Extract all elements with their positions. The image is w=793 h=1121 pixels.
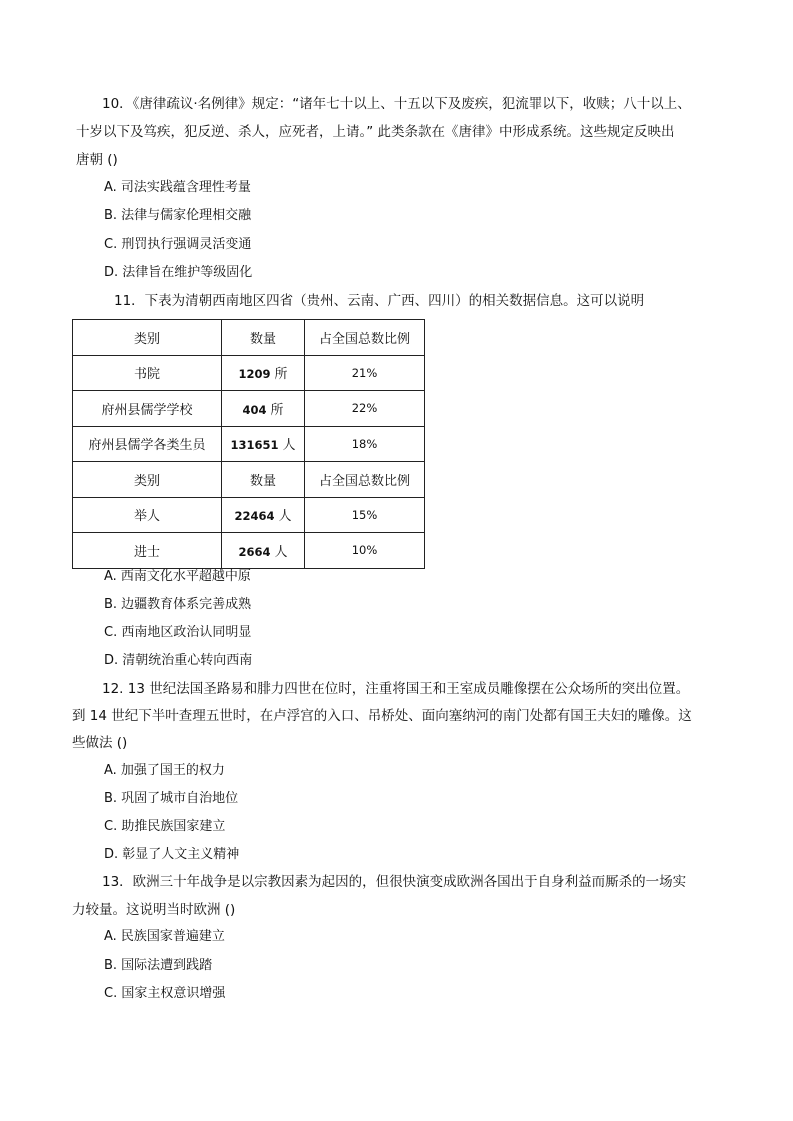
- q13-stem-line2: 力较量。这说明当时欧洲 (): [72, 902, 236, 918]
- cell-count-unit: 所: [274, 367, 288, 383]
- cell-category: 书院: [73, 355, 222, 391]
- q13-stem-line1: 13．欧洲三十年战争是以宗教因素为起因的，但很快演变成欧洲各国出于自身利益而厮杀的一场实: [102, 874, 687, 890]
- cell-count-value: 2664: [238, 544, 271, 559]
- cell-share: 21%: [305, 355, 425, 391]
- cell-share: 22%: [305, 391, 425, 427]
- q13-option-b: B. 国际法遭到践踏: [104, 958, 213, 973]
- q11-option-d: D. 清朝统治重心转向西南: [104, 653, 253, 668]
- q10-option-d: D. 法律旨在维护等级固化: [104, 265, 253, 280]
- cell-count: [222, 533, 305, 569]
- cell-share: 15%: [305, 497, 425, 533]
- table-header-row: [73, 462, 425, 498]
- cell-category: 府州县儒学各类生员: [73, 426, 222, 462]
- q11-option-a: A. 西南文化水平超越中原: [104, 569, 251, 584]
- q12-option-b: B. 巩固了城市自治地位: [104, 791, 239, 806]
- header-cell-count: 数量: [222, 462, 305, 498]
- header-cell-share: 占全国总数比例: [305, 320, 425, 356]
- cell-count-value: 131651: [230, 438, 279, 453]
- cell-count-unit: 人: [278, 509, 292, 525]
- q11-option-c: C. 西南地区政治认同明显: [104, 625, 252, 640]
- cell-count-value: 22464: [234, 509, 275, 524]
- cell-count-value: 404: [242, 402, 267, 417]
- q12-stem-line2: 到 14 世纪下半叶查理五世时，在卢浮宫的入口、吊桥处、面向塞纳河的南门处都有国王夫妇的雕像。这: [72, 708, 692, 724]
- q10-option-b: B. 法律与儒家伦理相交融: [104, 208, 252, 223]
- q11-stem: 11．下表为清朝西南地区四省（贵州、云南、广西、四川）的相关数据信息。这可以说明: [114, 293, 645, 309]
- table-row: [73, 497, 425, 533]
- table-row: [73, 426, 425, 462]
- table-header-row: [73, 320, 425, 356]
- cell-count-unit: 所: [270, 402, 284, 418]
- cell-count: [222, 355, 305, 391]
- q12-option-a: A. 加强了国王的权力: [104, 763, 225, 778]
- cell-count: [222, 426, 305, 462]
- q10-stem-line2: 十岁以下及笃疾，犯反逆、杀人，应死者，上请。” 此类条款在《唐律》中形成系统。这些规定反映出: [76, 124, 675, 140]
- q10-option-a: A. 司法实践蕴含理性考量: [104, 180, 251, 195]
- table-row: [73, 391, 425, 427]
- q12-option-d: D. 彰显了人文主义精神: [104, 847, 240, 862]
- cell-share: 18%: [305, 426, 425, 462]
- header-cell-count: 数量: [222, 320, 305, 356]
- cell-count-unit: 人: [282, 438, 296, 454]
- q13-option-c: C. 国家主权意识增强: [104, 986, 226, 1001]
- cell-count: [222, 497, 305, 533]
- q12-stem-line3: 些做法 (): [72, 735, 128, 751]
- cell-count: [222, 391, 305, 427]
- q11-option-b: B. 边疆教育体系完善成熟: [104, 597, 252, 612]
- cell-share: 10%: [305, 533, 425, 569]
- header-cell-category: 类别: [73, 320, 222, 356]
- q12-option-c: C. 助推民族国家建立: [104, 819, 226, 834]
- q11-data-table: [72, 319, 425, 569]
- cell-category: 进士: [73, 533, 222, 569]
- cell-category: 府州县儒学学校: [73, 391, 222, 427]
- cell-count-unit: 人: [274, 544, 288, 560]
- header-cell-category: 类别: [73, 462, 222, 498]
- cell-count-value: 1209: [238, 367, 271, 382]
- q10-option-c: C. 刑罚执行强调灵活变通: [104, 237, 252, 252]
- q13-option-a: A. 民族国家普遍建立: [104, 929, 225, 944]
- table-row: [73, 355, 425, 391]
- q10-stem-line1: 10．《唐律疏议·名例律》规定：“诸年七十以上、十五以下及废疾，犯流罪以下，收赎；八十以上、: [102, 96, 691, 112]
- table-row: [73, 533, 425, 569]
- q12-stem-line1: 12. 13 世纪法国圣路易和腓力四世在位时，注重将国王和王室成员雕像摆在公众场所的突出位置。: [102, 681, 690, 697]
- cell-category: 举人: [73, 497, 222, 533]
- q10-stem-line3: 唐朝 (): [76, 152, 118, 168]
- header-cell-share: 占全国总数比例: [305, 462, 425, 498]
